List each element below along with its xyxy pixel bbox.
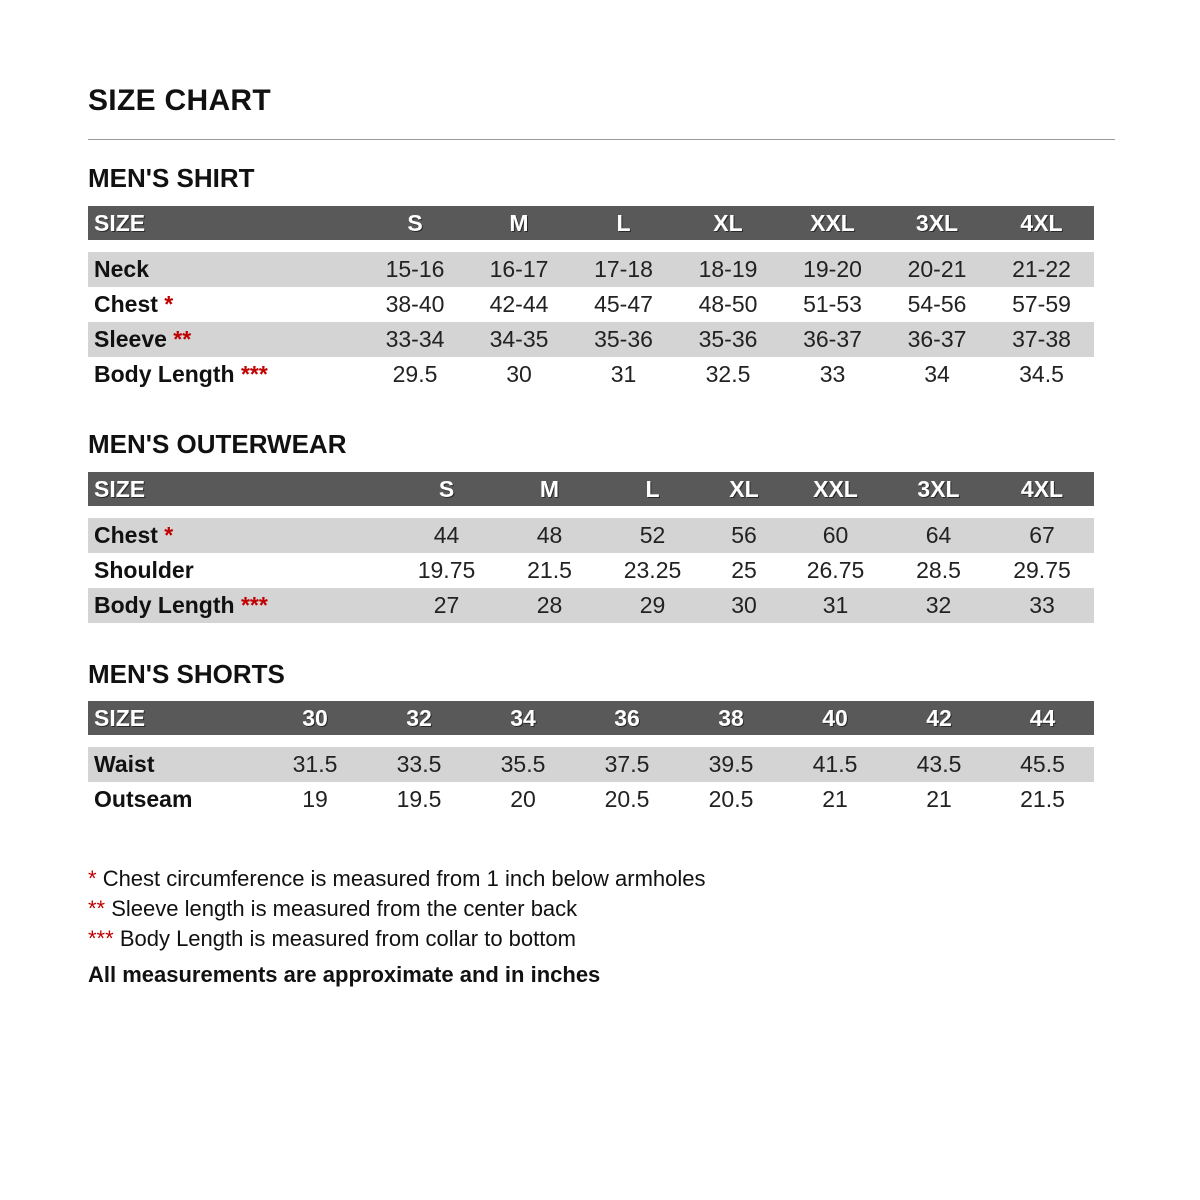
table-cell: 28.5 (916, 557, 961, 583)
table-cell: 20.5 (604, 786, 650, 812)
table-header-row (88, 206, 1094, 240)
row-label: Waist (94, 751, 155, 777)
header-cell: L (616, 209, 631, 236)
row-label: Shoulder (94, 557, 194, 583)
table-cell: 35-36 (698, 326, 758, 352)
table-cell: 19.75 (417, 557, 476, 583)
footnote-text: Chest circumference is measured from 1 inch below armholes (102, 866, 706, 891)
table-cell: 16-17 (489, 256, 549, 282)
shorts-size-table (88, 701, 1094, 817)
table-cell: 57-59 (1012, 291, 1071, 317)
table-cell: 44 (433, 522, 460, 548)
table-cell: 37.5 (604, 751, 650, 777)
table-cell: 45-47 (594, 291, 653, 317)
page-title: SIZE CHART (88, 84, 271, 117)
table-cell: 18-19 (698, 256, 758, 282)
table-cell: 43.5 (916, 751, 962, 777)
footnote-marker: ** (173, 326, 192, 352)
table-cell: 21 (822, 786, 848, 812)
table-header-row (88, 472, 1094, 506)
footnote (88, 924, 706, 954)
table-cell: 32 (925, 592, 952, 618)
table-header-row (88, 701, 1094, 735)
header-cell: XXL (810, 209, 855, 236)
header-cell: SIZE (94, 704, 146, 731)
row-label: Chest * (94, 291, 174, 317)
table-cell: 45.5 (1020, 751, 1065, 777)
table-row (88, 252, 1094, 287)
header-cell: 42 (926, 704, 952, 731)
table-row (88, 322, 1094, 357)
header-cell: 3XL (917, 475, 960, 502)
table-cell: 27 (433, 592, 460, 618)
section-title-shorts: MEN'S SHORTS (88, 659, 285, 689)
table-cell: 48-50 (698, 291, 758, 317)
table-cell: 33.5 (396, 751, 442, 777)
table-cell: 21 (926, 786, 952, 812)
footnote-marker: * (164, 522, 174, 548)
table-cell: 21.5 (1020, 786, 1065, 812)
table-row (88, 518, 1094, 553)
header-cell: 32 (406, 704, 432, 731)
table-cell: 33 (1029, 592, 1055, 618)
table-cell: 38-40 (385, 291, 445, 317)
table-spacer (88, 240, 1094, 252)
header-cell: M (509, 209, 529, 236)
header-cell: 4XL (1020, 475, 1064, 502)
table-cell: 32.5 (705, 361, 751, 387)
table-cell: 54-56 (907, 291, 967, 317)
table-cell: 67 (1029, 522, 1055, 548)
table-cell: 20 (510, 786, 536, 812)
title-divider (88, 139, 1115, 140)
header-cell: L (645, 475, 660, 502)
table-cell: 26.75 (806, 557, 865, 583)
table-cell: 15-16 (385, 256, 445, 282)
shirt-size-table (88, 206, 1094, 392)
footnote (88, 894, 706, 924)
header-cell: 30 (302, 704, 328, 731)
table-row (88, 747, 1094, 782)
table-row (88, 287, 1094, 322)
footnote-marker: *** (88, 926, 114, 951)
footnotes (88, 864, 706, 954)
header-cell: 40 (822, 704, 848, 731)
table-cell: 42-44 (489, 291, 549, 317)
table-cell: 33-34 (385, 326, 445, 352)
header-cell: 34 (510, 704, 536, 731)
table-cell: 56 (731, 522, 757, 548)
header-cell: XXL (813, 475, 858, 502)
header-cell: 44 (1029, 704, 1056, 731)
table-cell: 28 (536, 592, 563, 618)
header-cell: S (438, 475, 455, 502)
header-cell: 4XL (1020, 209, 1063, 236)
header-cell: 3XL (915, 209, 959, 236)
footnote-text: Sleeve length is measured from the center back (111, 896, 578, 921)
table-cell: 64 (925, 522, 952, 548)
header-cell: XL (713, 209, 743, 236)
table-cell: 39.5 (708, 751, 754, 777)
table-cell: 23.25 (623, 557, 682, 583)
table-cell: 31 (610, 361, 637, 387)
table-cell: 20-21 (907, 256, 967, 282)
table-cell: 29.5 (392, 361, 438, 387)
row-label: Chest * (94, 522, 174, 548)
table-row (88, 782, 1094, 817)
table-cell: 51-53 (803, 291, 862, 317)
table-cell: 31.5 (292, 751, 338, 777)
table-cell: 21-22 (1012, 256, 1071, 282)
header-cell: S (407, 209, 423, 236)
row-label: Sleeve ** (94, 326, 192, 352)
section-title-outerwear: MEN'S OUTERWEAR (88, 429, 347, 459)
table-cell: 60 (822, 522, 849, 548)
table-cell: 34-35 (489, 326, 549, 352)
table-row (88, 357, 1094, 392)
table-cell: 52 (639, 522, 666, 548)
footnote (88, 864, 706, 894)
table-cell: 29.75 (1013, 557, 1071, 583)
table-row (88, 588, 1094, 623)
row-label: Body Length *** (94, 592, 268, 618)
footnote-marker: * (164, 291, 174, 317)
header-cell: XL (729, 475, 759, 502)
table-cell: 31 (822, 592, 849, 618)
footnote-marker: * (88, 866, 97, 891)
table-cell: 33 (819, 361, 846, 387)
footnote-marker: *** (240, 361, 268, 387)
table-cell: 19.5 (396, 786, 442, 812)
header-cell: 36 (614, 704, 640, 731)
table-spacer (88, 506, 1094, 518)
table-cell: 36-37 (803, 326, 862, 352)
header-cell: SIZE (94, 475, 146, 502)
table-cell: 34.5 (1019, 361, 1064, 387)
table-cell: 25 (731, 557, 757, 583)
table-cell: 19 (302, 786, 328, 812)
mens-shorts-section (88, 657, 1094, 817)
table-cell: 30 (506, 361, 532, 387)
table-cell: 34 (924, 361, 950, 387)
table-cell: 35-36 (594, 326, 653, 352)
table-cell: 19-20 (803, 256, 862, 282)
table-cell: 35.5 (500, 751, 546, 777)
table-cell: 17-18 (594, 256, 653, 282)
footnote-marker: ** (88, 896, 106, 921)
header-cell: M (539, 475, 560, 502)
table-cell: 21.5 (527, 557, 572, 583)
table-cell: 29 (639, 592, 666, 618)
row-label: Body Length *** (94, 361, 268, 387)
row-label: Outseam (94, 786, 193, 812)
mens-outerwear-section (88, 427, 1094, 623)
footnote-marker: *** (240, 592, 268, 618)
table-cell: 48 (536, 522, 563, 548)
header-cell: 38 (718, 704, 744, 731)
table-row (88, 553, 1094, 588)
measurement-disclaimer: All measurements are approximate and in inches (88, 962, 601, 987)
footnote-text: Body Length is measured from collar to bottom (119, 926, 576, 951)
table-cell: 36-37 (907, 326, 967, 352)
mens-shirt-section (88, 161, 1094, 392)
section-title-shirt: MEN'S SHIRT (88, 163, 255, 193)
table-cell: 20.5 (708, 786, 754, 812)
table-cell: 37-38 (1012, 326, 1071, 352)
table-cell: 30 (731, 592, 757, 618)
table-cell: 41.5 (812, 751, 858, 777)
table-spacer (88, 735, 1094, 747)
row-label: Neck (94, 256, 149, 282)
header-cell: SIZE (94, 209, 146, 236)
outerwear-size-table (88, 472, 1094, 623)
